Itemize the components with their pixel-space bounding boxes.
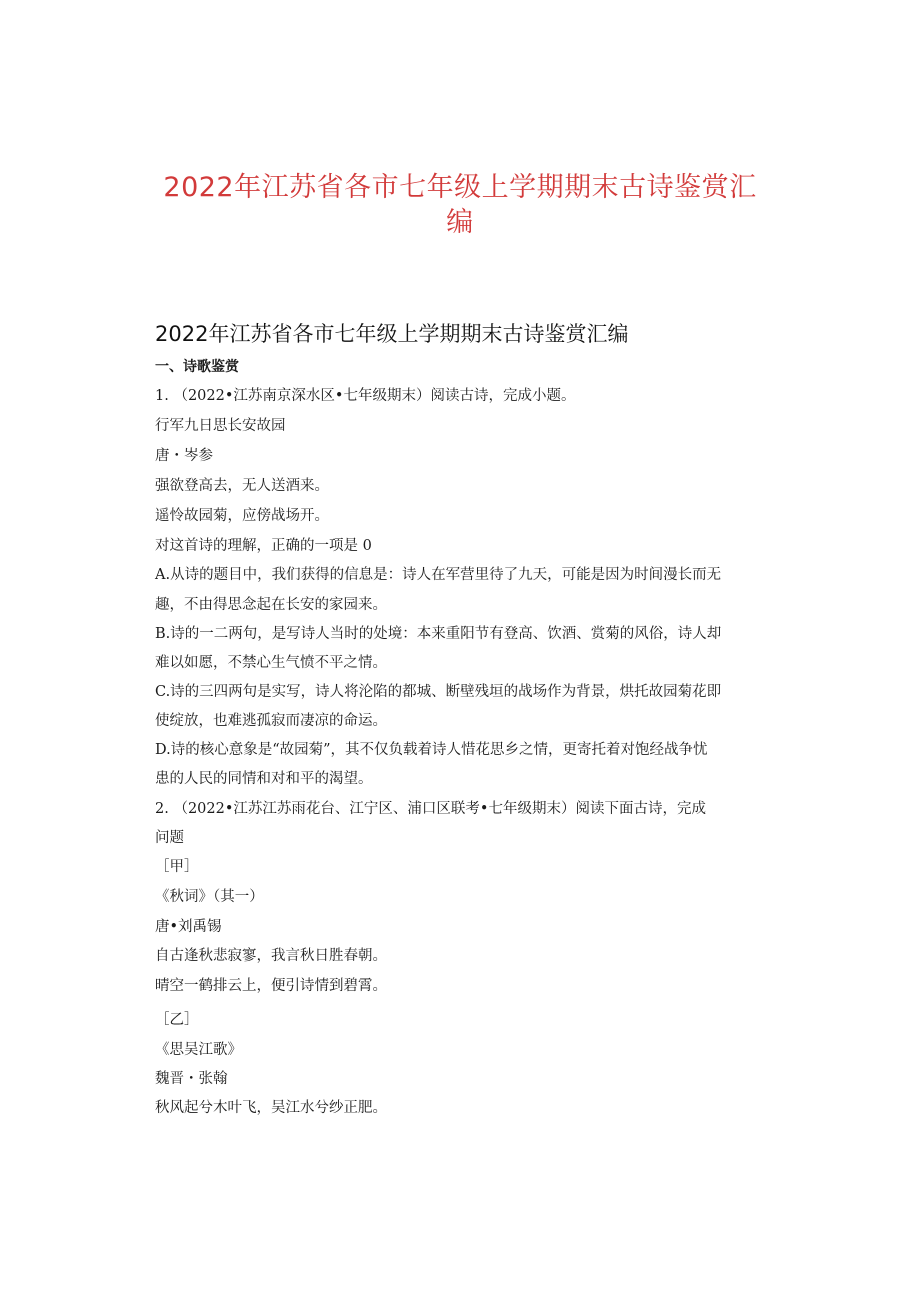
poem-1-author: 唐・岑参 (155, 448, 213, 464)
option-d-cont: 患的人民的同情和对和平的渴望。 (155, 771, 373, 787)
poem-2-author: 唐•刘禹锡 (155, 919, 222, 935)
option-b-cont: 难以如愿，不禁心生气愤不平之情。 (155, 655, 387, 671)
poem-3-author: 魏晋・张翰 (155, 1071, 228, 1087)
document-title-line-1: 2022年江苏省各市七年级上学期期末古诗鉴赏汇 (163, 172, 757, 203)
option-b: B.诗的一二两句，是写诗人当时的处境：本来重阳节有登高、饮酒、赏菊的风俗，诗人却 (155, 626, 722, 642)
section-heading: 2022年江苏省各市七年级上学期期末古诗鉴赏汇编 (155, 322, 629, 346)
section-label: 一、诗歌鉴赏 (155, 359, 239, 375)
poem-2-title: 《秋词》（其一） (155, 889, 264, 905)
question-2-stem-cont: 问题 (155, 830, 184, 846)
poem-1-title: 行军九日思长安故园 (155, 418, 286, 434)
option-a-cont: 趣，不由得思念起在长安的家园来。 (155, 597, 387, 613)
poem-3-line: 秋风起兮木叶飞，吴江水兮纱正肥。 (155, 1100, 387, 1116)
poem-2-line: 自古逢秋悲寂寥，我言秋日胜春朝。 (155, 948, 387, 964)
question-2-stem: 2. （2022•江苏江苏雨花台、江宁区、浦口区联考•七年级期末）阅读下面古诗，完成 (155, 801, 706, 817)
poem-2-line: 晴空一鹤排云上，便引诗情到碧霄。 (155, 978, 387, 994)
document-title-line-2: 编 (446, 207, 474, 238)
poem-label-jia: ［甲］ (155, 859, 199, 875)
option-c: C.诗的三四两句是实写，诗人将沦陷的都城、断壁残垣的战场作为背景，烘托故园菊花即 (155, 684, 722, 700)
poem-1-line: 遥怜故园菊，应傍战场开。 (155, 508, 329, 524)
option-a: A.从诗的题目中，我们获得的信息是：诗人在军营里待了九天，可能是因为时间漫长而无 (155, 567, 722, 583)
poem-3-title: 《思吴江歌》 (155, 1042, 242, 1058)
option-d: D.诗的核心意象是“故园菊”，其不仅负载着诗人惜花思乡之情，更寄托着对饱经战争忧 (155, 742, 708, 758)
question-1-stem: 1. （2022•江苏南京深水区•七年级期末）阅读古诗，完成小题。 (155, 388, 576, 404)
question-1-prompt: 对这首诗的理解，正确的一项是 0 (155, 538, 372, 554)
poem-label-yi: ［乙］ (155, 1012, 199, 1028)
poem-1-line: 强欲登高去，无人送酒来。 (155, 478, 329, 494)
option-c-cont: 使绽放，也难逃孤寂而凄凉的命运。 (155, 713, 387, 729)
